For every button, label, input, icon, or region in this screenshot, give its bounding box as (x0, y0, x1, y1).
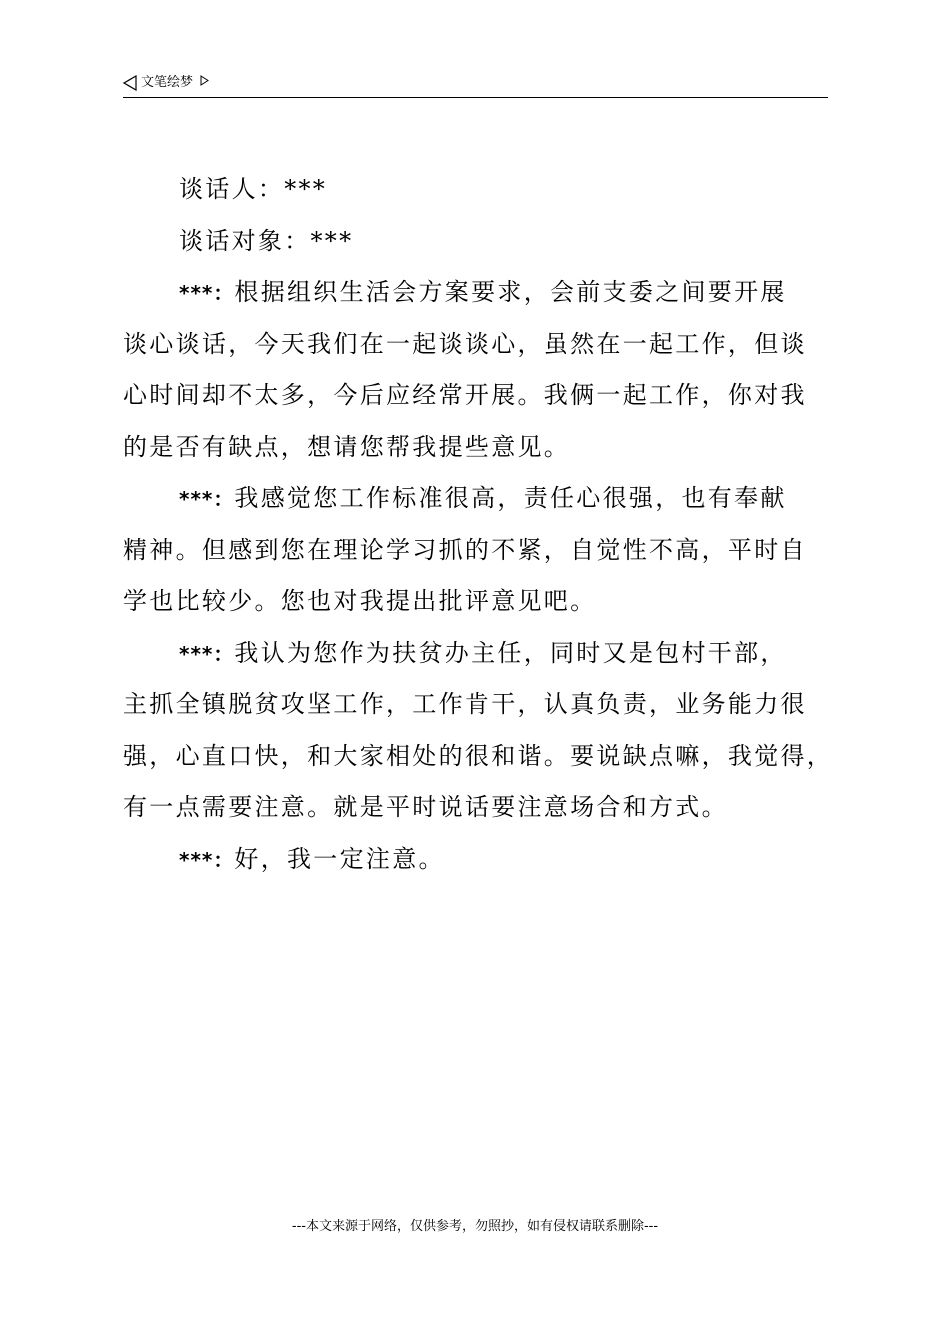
speaker-label: ***： (179, 641, 235, 666)
speaker-label: ***： (179, 281, 235, 305)
paragraph-interviewee (123, 216, 843, 268)
triangle-left-icon (123, 75, 137, 91)
line-text: 精神。但感到您在理论学习抓的不紧，自觉性不高，平时自 (123, 535, 807, 564)
line-text: 心时间却不太多，今后应经常开展。我俩一起工作，你对我 (123, 381, 807, 409)
line-text: 我感觉您工作标准很高，责任心很强，也有奉献 (234, 484, 787, 512)
line-text: 学也比较少。您也对我提出批评意见吧。 (123, 587, 597, 615)
triangle-right-icon (200, 75, 209, 86)
speaker-label: ***： (179, 487, 235, 511)
dialogue-line (123, 834, 843, 886)
line-text: 谈话对象：*** (179, 226, 354, 255)
footer-disclaimer: ---本文来源于网络，仅供参考，勿照抄，如有侵权请联系删除--- (291, 1219, 659, 1234)
dialogue-line (123, 473, 843, 525)
dialogue-line (123, 576, 843, 628)
dialogue-line (123, 731, 843, 783)
header-brand (123, 74, 209, 92)
dialogue-line (123, 422, 843, 474)
page-header (123, 72, 828, 98)
dialogue-line (123, 628, 843, 680)
line-text: 根据组织生活会方案要求，会前支委之间要开展 (234, 278, 787, 306)
paragraph-interviewer (123, 164, 843, 216)
line-text: 谈心谈话，今天我们在一起谈谈心，虽然在一起工作，但谈 (123, 329, 807, 358)
line-text: 我认为您作为扶贫办主任，同时又是包村干部， (234, 638, 787, 667)
dialogue-line (123, 679, 843, 731)
line-text: 好，我一定注意。 (234, 844, 445, 873)
dialogue-line (123, 525, 843, 577)
line-text: 的是否有缺点，想请您帮我提些意见。 (123, 432, 571, 461)
dialogue-line (123, 370, 843, 422)
line-text: 强，心直口快，和大家相处的很和谐。要说缺点嘛，我觉得， (123, 741, 834, 770)
line-text: 主抓全镇脱贫攻坚工作，工作肯干，认真负责，业务能力很 (123, 690, 807, 718)
document-body (123, 164, 843, 885)
dialogue-line (123, 267, 843, 319)
line-text: 谈话人：*** (179, 175, 328, 203)
line-text: 有一点需要注意。就是平时说话要注意场合和方式。 (123, 793, 728, 821)
speaker-label: ***： (179, 847, 235, 872)
header-brand-label: 文笔绘梦 (141, 75, 194, 90)
dialogue-line (123, 319, 843, 371)
dialogue-line (123, 782, 843, 834)
